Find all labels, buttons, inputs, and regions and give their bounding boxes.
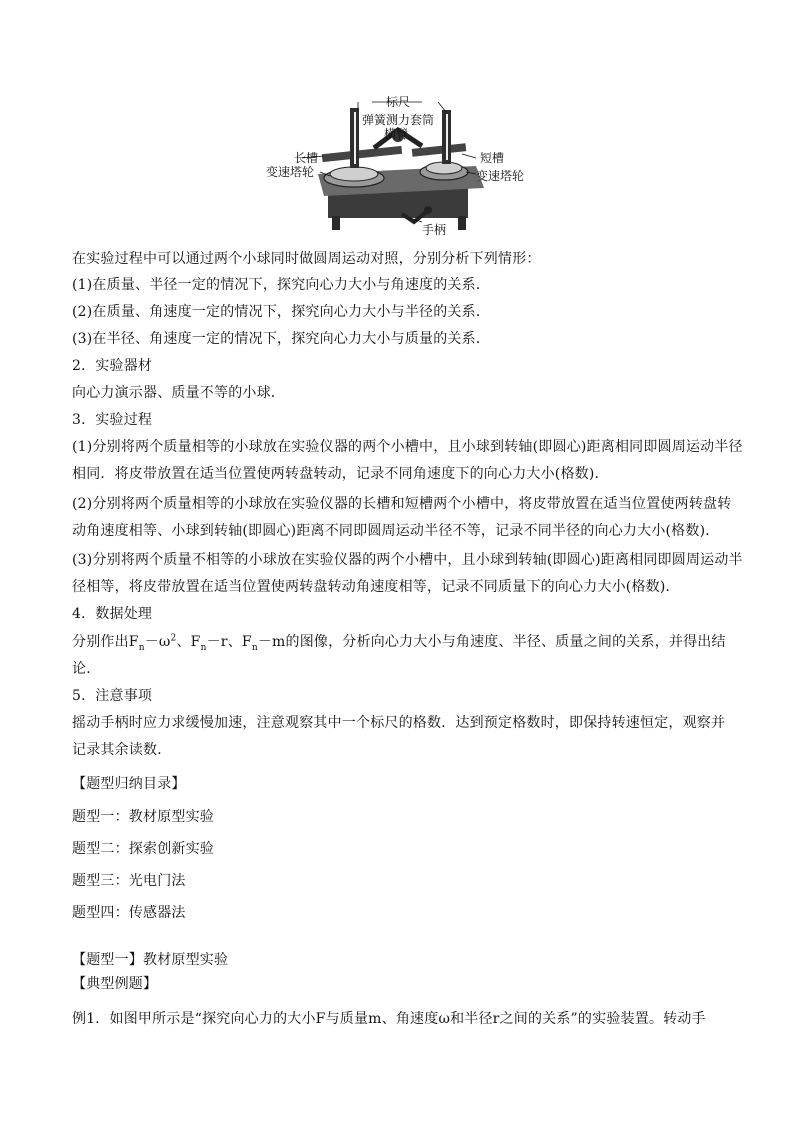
intro-text: 在实验过程中可以通过两个小球同时做圆周运动对照，分别分析下列情形： (72, 251, 541, 267)
text-run: －ω (144, 634, 171, 650)
apparatus-leg (332, 216, 340, 230)
toc-item-2: 题型二：探索创新实验 (72, 841, 214, 857)
apparatus-leg (458, 216, 466, 230)
text-run: 、F (176, 634, 201, 650)
label-ruler: 标尺 (386, 96, 411, 109)
superscript: 2 (170, 633, 177, 644)
label-short-groove: 短槽 (480, 151, 505, 165)
long-groove (322, 146, 402, 162)
label-spring-sleeve: 弹簧测力套筒 (362, 113, 435, 127)
typical-example-heading: 【典型例题】 (72, 976, 158, 992)
section-4-heading: 4．数据处理 (72, 606, 153, 622)
section-3-step-1-line-2: 相同．将皮带放置在适当位置使两转盘转动，记录不同角速度下的向心力大小(格数)． (72, 466, 609, 482)
example-1-text: 例1．如图甲所示是“探究向心力的大小F与质量m、角速度ω和半径r之间的关系”的实验装置。转动手 (72, 1011, 706, 1027)
handle-knob (424, 206, 432, 214)
section-2-body: 向心力演示器、质量不等的小球． (72, 385, 285, 401)
subscript: n (200, 642, 207, 653)
section-5-heading: 5．注意事项 (72, 688, 153, 704)
apparatus-figure (262, 96, 534, 238)
text-run: －m的图像，分析向心力大小与角速度、半径、质量之间的关系，并得出结 (257, 634, 726, 650)
toc-heading: 【题型归纳目录】 (72, 776, 186, 792)
section-3-step-1-line-1: (1)分别将两个质量相等的小球放在实验仪器的两个小槽中，且小球到转轴(即圆心)距离相同即圆周运动半径 (72, 439, 743, 455)
section-4-body-line-2: 论． (72, 661, 101, 677)
section-3-step-2-line-2: 动角速度相等、小球到转轴(即圆心)距离不同即圆周运动半径不等，记录不同半径的向心力大小(格数)． (72, 523, 720, 539)
label-long-groove: 长槽 (294, 151, 319, 165)
leader-line (462, 154, 476, 158)
case-3: (3)在半径、角速度一定的情况下，探究向心力大小与质量的关系． (72, 331, 491, 347)
toc-item-3: 题型三：光电门法 (72, 873, 186, 889)
case-2: (2)在质量、角速度一定的情况下，探究向心力大小与半径的关系． (72, 304, 491, 320)
label-handle: 手柄 (422, 223, 447, 237)
section-5-body-line-1: 摇动手柄时应力求缓慢加速，注意观察其中一个标尺的格数．达到预定格数时，即保持转速恒定，观察并 (72, 715, 726, 731)
section-3-step-3-line-2: 径相等，将皮带放置在适当位置使两转盘转动角速度相等，记录不同质量下的向心力大小(格数)． (72, 579, 680, 595)
subscript: n (138, 642, 145, 653)
case-1: (1)在质量、半径一定的情况下，探究向心力大小与角速度的关系． (72, 277, 491, 293)
left-ruler-scale (354, 112, 356, 164)
text-run: 分别作出F (72, 634, 139, 650)
toc-item-1: 题型一：教材原型实验 (72, 809, 214, 825)
section-3-step-3-line-1: (3)分别将两个质量不相等的小球放在实验仪器的两个小槽中，且小球到转轴(即圆心)距离相同即圆周运动半 (72, 552, 743, 568)
centripetal-force-apparatus-illustration (262, 96, 534, 238)
section-4-body-line-1 (72, 633, 726, 651)
subscript: n (251, 642, 258, 653)
section-3-heading: 3．实验过程 (72, 412, 153, 428)
section-3-step-2-line-1: (2)分别将两个质量相等的小球放在实验仪器的长槽和短槽两个小槽中，将皮带放置在适当位置使两转盘转 (72, 496, 732, 512)
left-pulley-inner (330, 167, 378, 181)
section-2-heading: 2．实验器材 (72, 358, 153, 374)
right-ruler-scale (446, 114, 448, 160)
label-right-pulley: 变速塔轮 (476, 169, 525, 183)
section-5-body-line-2: 记录其余读数． (72, 742, 172, 758)
type-1-heading: 【题型一】教材原型实验 (72, 952, 229, 968)
label-left-pulley: 变速塔轮 (266, 165, 315, 179)
toc-item-4: 题型四：传感器法 (72, 905, 186, 921)
label-crossbar: 横臂 (384, 127, 409, 141)
text-run: －r、F (206, 634, 252, 650)
